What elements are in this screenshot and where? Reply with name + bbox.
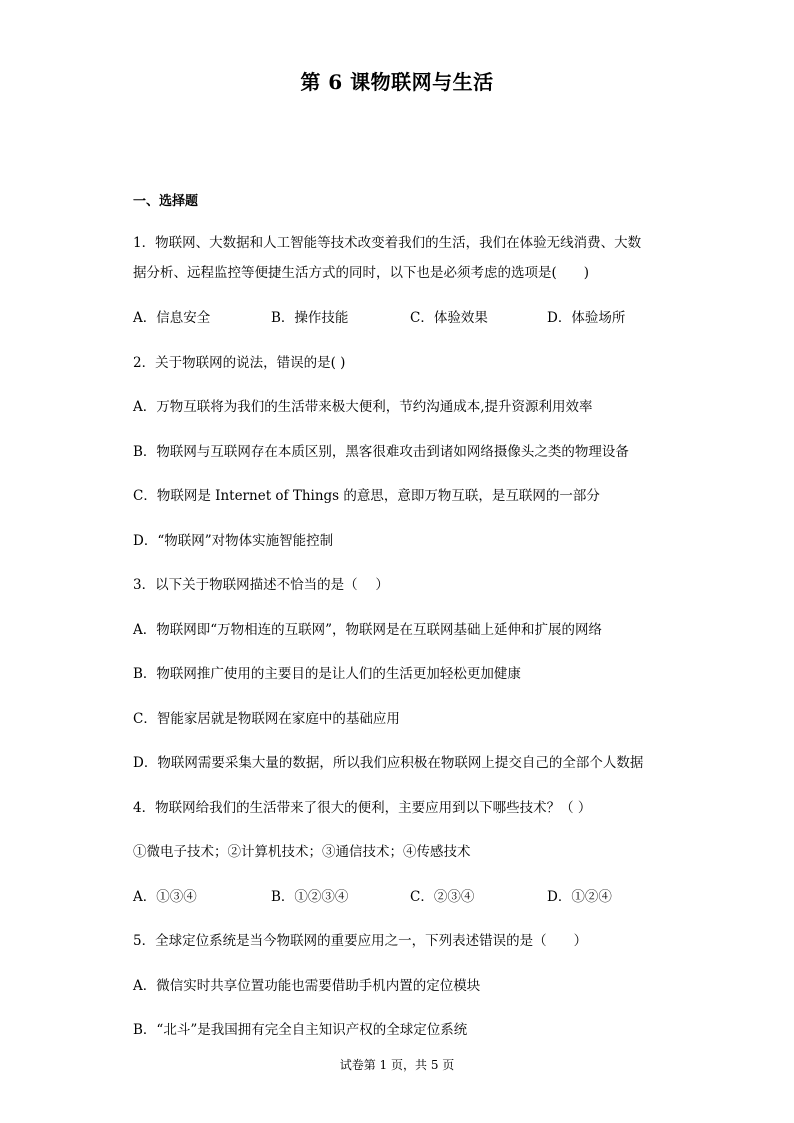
question-1-option-b: B．操作技能 <box>271 310 349 326</box>
section-heading: 一、选择题 <box>133 194 199 209</box>
question-4-option-b: B．①②③④ <box>271 889 349 905</box>
question-3-option-b: B．物联网推广使用的主要目的是让人们的生活更加轻松更加健康 <box>133 666 521 682</box>
question-4-option-a: A．①③④ <box>133 889 197 905</box>
question-2-stem: 2．关于物联网的说法，错误的是( ) <box>133 355 346 371</box>
question-3-option-d: D．物联网需要采集大量的数据，所以我们应积极在物联网上提交自己的全部个人数据 <box>133 755 644 771</box>
question-1-stem-line-2: 据分析、远程监控等便捷生活方式的同时，以下也是必须考虑的选项是( ) <box>133 265 590 281</box>
question-4-stem: 4．物联网给我们的生活带来了很大的便利，主要应用到以下哪些技术？（ ） <box>133 800 592 816</box>
question-1-option-d: D．体验场所 <box>547 310 626 326</box>
question-3-option-a: A．物联网即“万物相连的互联网”，物联网是在互联网基础上延伸和扩展的网络 <box>133 622 603 638</box>
page-footer: 试卷第 1 页，共 5 页 <box>339 1058 455 1072</box>
question-3-stem: 3．以下关于物联网描述不恰当的是（ ） <box>133 577 389 593</box>
question-1-option-c: C．体验效果 <box>410 310 488 326</box>
question-2-option-b: B．物联网与互联网存在本质区别，黑客很难攻击到诸如网络摄像头之类的物理设备 <box>133 444 629 460</box>
question-5-option-b: B．“北斗”是我国拥有完全自主知识产权的全球定位系统 <box>133 1022 468 1038</box>
question-2-option-a: A．万物互联将为我们的生活带来极大便利，节约沟通成本,提升资源利用效率 <box>133 399 593 415</box>
question-4-items: ①微电子技术；②计算机技术；③通信技术；④传感技术 <box>133 844 471 860</box>
question-2-option-d: D．“物联网”对物体实施智能控制 <box>133 533 334 549</box>
question-5-stem: 5．全球定位系统是当今物联网的重要应用之一，下列表述错误的是（ ） <box>133 933 588 949</box>
question-5-option-a: A．微信实时共享位置功能也需要借助手机内置的定位模块 <box>133 978 481 994</box>
page-title: 第 6 课物联网与生活 <box>300 70 494 94</box>
question-3-option-c: C．智能家居就是物联网在家庭中的基础应用 <box>133 711 400 727</box>
question-4-option-d: D．①②④ <box>547 889 612 905</box>
question-2-option-c: C．物联网是 Internet of Things 的意思，意即万物互联，是互联网的一部分 <box>133 488 600 504</box>
question-4-option-c: C．②③④ <box>410 889 475 905</box>
question-1-option-a: A．信息安全 <box>133 310 211 326</box>
question-1-stem-line-1: 1．物联网、大数据和人工智能等技术改变着我们的生活，我们在体验无线消费、大数 <box>133 235 642 251</box>
